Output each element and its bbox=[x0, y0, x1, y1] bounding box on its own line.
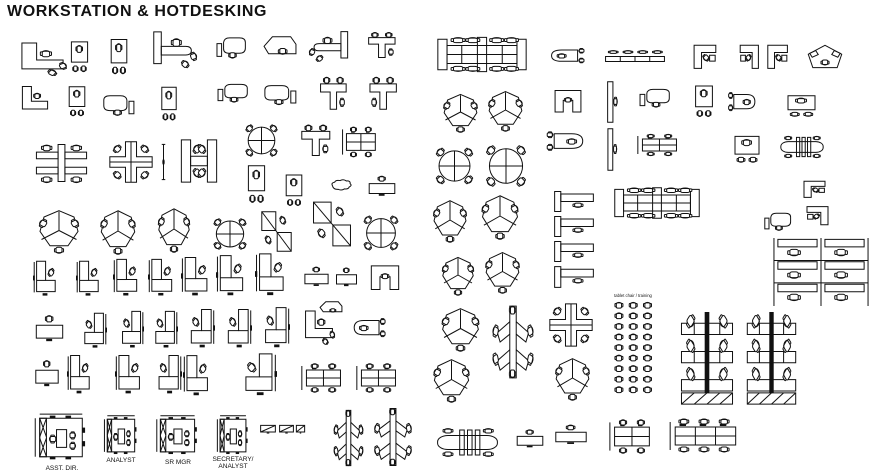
block-bench8 bbox=[438, 37, 526, 71]
block-rdesk2 bbox=[111, 40, 127, 74]
block-office bbox=[217, 416, 247, 454]
block-cluster3y bbox=[487, 92, 523, 132]
block-bench2x2 bbox=[343, 127, 376, 157]
block-bench2x2 bbox=[302, 364, 341, 392]
block-rdesk2 bbox=[788, 96, 815, 117]
block-round4 bbox=[435, 147, 474, 185]
block-office bbox=[35, 414, 85, 459]
block-cluster3y bbox=[432, 201, 468, 243]
page-title: WORKSTATION & HOTDESKING bbox=[7, 3, 268, 20]
label-secretary-line2: ANALYST bbox=[218, 463, 248, 470]
block-deskchair bbox=[369, 176, 395, 196]
block-bench2x2 bbox=[610, 420, 649, 453]
block-carrel bbox=[555, 192, 594, 212]
block-tdesk bbox=[370, 77, 396, 109]
block-tinyhatch bbox=[280, 425, 294, 433]
block-bench2x2 bbox=[357, 364, 396, 392]
block-lstation bbox=[255, 254, 283, 295]
label-tablet-chair-training: tablet chair / training bbox=[614, 293, 652, 298]
block-rdesk2 bbox=[286, 175, 302, 205]
block-zigzag bbox=[262, 212, 291, 251]
block-benchround bbox=[438, 429, 498, 457]
block-cornerdesk bbox=[807, 207, 828, 225]
block-ovaldesk bbox=[265, 86, 296, 105]
block-ydouble bbox=[333, 410, 363, 465]
block-bench2x2 bbox=[638, 134, 677, 155]
block-ovaldesk bbox=[765, 213, 791, 230]
block-lstation bbox=[159, 356, 182, 394]
block-carrel bbox=[555, 267, 594, 288]
block-diamond bbox=[808, 45, 841, 67]
block-cluster3y bbox=[442, 94, 478, 132]
block-lstation bbox=[76, 261, 98, 295]
block-carrel bbox=[555, 242, 594, 262]
block-pdesk bbox=[354, 319, 385, 337]
block-cloud bbox=[332, 180, 351, 190]
block-zigzag bbox=[314, 202, 351, 246]
block-rdesk2 bbox=[248, 166, 264, 203]
block-lstation bbox=[183, 356, 207, 396]
block-cluster3y bbox=[441, 309, 481, 352]
label-asst-dir: ASST. DIR. bbox=[45, 465, 79, 472]
block-deskchair bbox=[36, 361, 58, 387]
block-icluster bbox=[681, 312, 732, 404]
block-cluster3y bbox=[441, 257, 475, 295]
block-lstation bbox=[113, 259, 137, 295]
block-deskchair bbox=[305, 267, 328, 286]
block-ovaldesk bbox=[218, 84, 247, 102]
block-cluster3y bbox=[38, 211, 80, 254]
block-deskchair bbox=[517, 430, 543, 447]
block-ydouble bbox=[374, 408, 412, 465]
block-cluster3y bbox=[481, 196, 520, 240]
block-cornerdesk bbox=[768, 45, 788, 68]
block-rowchairs4 bbox=[606, 51, 665, 62]
block-rdesk2 bbox=[696, 86, 713, 116]
block-lstation bbox=[123, 311, 144, 347]
block-udesk bbox=[371, 266, 398, 290]
block-lstation bbox=[181, 258, 207, 296]
block-ldesk bbox=[22, 87, 47, 109]
block-cornerdesk bbox=[740, 45, 758, 68]
block-anglestation bbox=[154, 32, 198, 69]
block-lstation bbox=[266, 308, 290, 348]
block-cornerdesk bbox=[804, 181, 825, 197]
block-rdesk2 bbox=[69, 87, 85, 116]
block-pdesk bbox=[552, 48, 584, 62]
block-bench3x2 bbox=[670, 419, 736, 452]
block-cluster3y bbox=[554, 359, 590, 401]
block-lstation bbox=[115, 356, 139, 394]
block-pdesk bbox=[729, 93, 755, 111]
block-cluster3y bbox=[157, 209, 191, 253]
block-panelchair bbox=[608, 82, 618, 122]
block-anglestation bbox=[308, 32, 347, 63]
block-ovaldesk bbox=[217, 38, 245, 58]
block-pdesk bbox=[547, 132, 582, 150]
block-cluster4v bbox=[36, 145, 86, 183]
block-ldesk2 bbox=[306, 311, 336, 345]
block-lstation bbox=[216, 256, 243, 296]
block-round4 bbox=[363, 215, 399, 251]
block-panelchair bbox=[608, 129, 617, 170]
block-lstation bbox=[85, 313, 107, 347]
block-hexdesk bbox=[320, 302, 342, 312]
block-tinyhatch bbox=[261, 425, 276, 433]
block-round4 bbox=[485, 144, 526, 187]
block-rdesk2 bbox=[162, 87, 176, 120]
block-lstation bbox=[228, 310, 252, 348]
block-lstation bbox=[148, 259, 172, 295]
block-tdesk bbox=[302, 125, 330, 155]
block-hcluster bbox=[181, 140, 216, 182]
label-secretary-line1: SECRETARY/ bbox=[212, 456, 254, 463]
block-tinyhatch bbox=[296, 425, 304, 433]
block-coat bbox=[162, 144, 166, 179]
block-rdesk2 bbox=[735, 136, 759, 162]
block-cross4 bbox=[110, 142, 152, 182]
block-deskchair bbox=[337, 268, 357, 286]
block-round4 bbox=[245, 124, 278, 157]
block-deskchair bbox=[556, 425, 586, 444]
block-ydouble bbox=[492, 306, 534, 378]
label-sr-mgr: SR MGR bbox=[165, 459, 191, 466]
block-lstation bbox=[191, 310, 215, 348]
block-round4 bbox=[213, 218, 247, 250]
block-lstation bbox=[246, 354, 277, 395]
block-icluster bbox=[747, 312, 795, 404]
block-udesk bbox=[555, 90, 581, 111]
block-cluster3y bbox=[432, 360, 470, 403]
block-cornerdesk bbox=[694, 45, 716, 68]
block-chairgrid bbox=[615, 302, 652, 392]
block-benchround bbox=[781, 136, 823, 157]
block-carrel bbox=[555, 217, 594, 237]
block-hexdesk bbox=[264, 37, 296, 54]
block-lstation bbox=[67, 356, 89, 394]
block-lstation bbox=[156, 311, 178, 347]
block-ldesk2 bbox=[22, 43, 68, 77]
block-office bbox=[157, 416, 197, 454]
block-cluster3y bbox=[484, 253, 520, 294]
block-tdesk bbox=[369, 33, 395, 58]
block-bench8 bbox=[615, 188, 699, 218]
block-tdesk bbox=[321, 77, 347, 109]
block-rdesk2 bbox=[71, 42, 87, 72]
block-office bbox=[104, 416, 136, 454]
label-analyst: ANALYST bbox=[106, 457, 136, 464]
block-cross4 bbox=[550, 304, 592, 346]
block-ovaldesk bbox=[640, 89, 669, 107]
block-cluster3y bbox=[99, 211, 136, 255]
block-lstation bbox=[33, 261, 55, 295]
block-ovaldesk bbox=[104, 96, 134, 116]
block-pod6 bbox=[774, 238, 868, 306]
block-deskchair bbox=[36, 316, 62, 342]
